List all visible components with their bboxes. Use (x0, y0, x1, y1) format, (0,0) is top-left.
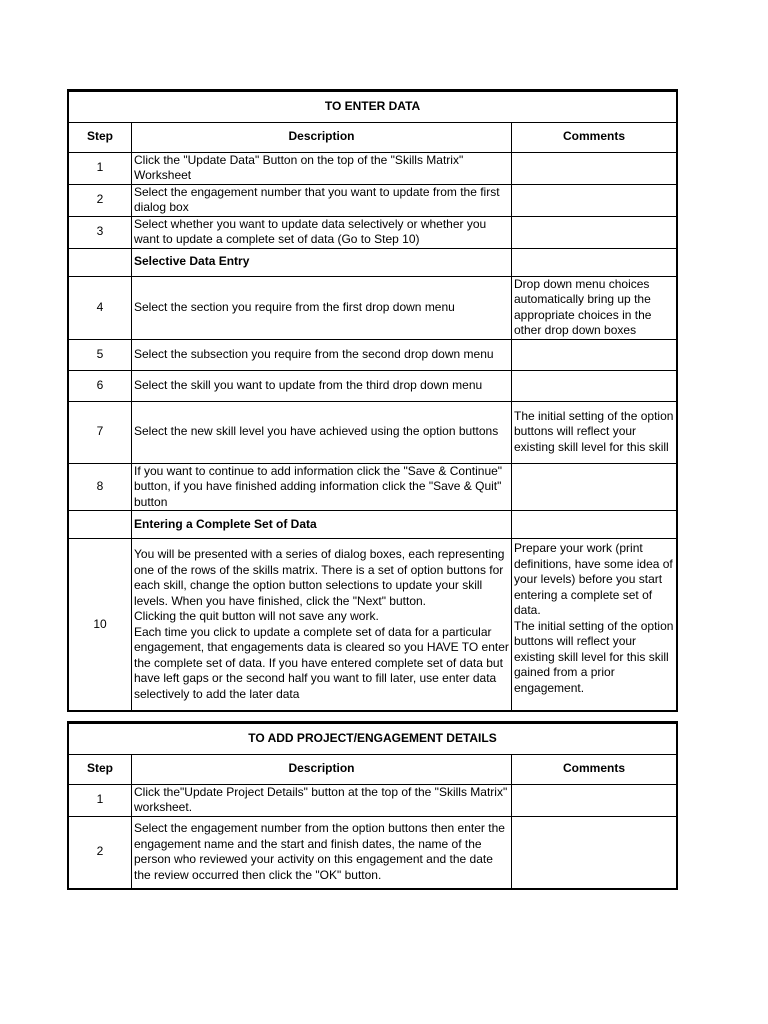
step-cell: 2 (69, 184, 132, 216)
step-cell: 2 (69, 816, 132, 888)
description-cell: If you want to continue to add information click the "Save & Continue" button, if you have finished adding information click the "Save & Quit" button (132, 463, 512, 511)
description-cell: Select the skill you want to update from the third drop down menu (132, 370, 512, 401)
column-header-comments: Comments (512, 122, 677, 152)
description-cell: Select the section you require from the first drop down menu (132, 276, 512, 339)
table-title: TO ENTER DATA (69, 91, 677, 122)
step-cell: 7 (69, 401, 132, 463)
comments-cell: The initial setting of the option buttons will reflect your existing skill level for this skill (512, 401, 677, 463)
table-row (69, 152, 677, 184)
table-row (69, 816, 677, 888)
step-cell: 4 (69, 276, 132, 339)
description-cell: Select the subsection you require from the second drop down menu (132, 339, 512, 370)
comments-cell: Prepare your work (print definitions, have some idea of your levels) before you start entering a complete set of data. The initial setting of the option buttons will reflect your existing skill level for this skill gained from a prior engagement. (512, 539, 677, 711)
enter-data-table (68, 90, 677, 711)
column-header-comments: Comments (512, 754, 677, 784)
description-cell: Select the engagement number from the option buttons then enter the engagement name and the start and finish dates, the name of the person who reviewed your activity on this engagement and the date the review occurred then click the "OK" button. (132, 816, 512, 888)
step-cell: 6 (69, 370, 132, 401)
comments-cell (512, 216, 677, 248)
description-cell: Click the "Update Data" Button on the top of the "Skills Matrix" Worksheet (132, 152, 512, 184)
section-heading: Selective Data Entry (132, 248, 512, 276)
comments-cell (512, 463, 677, 511)
table-row (69, 184, 677, 216)
comments-cell: Drop down menu choices automatically bring up the appropriate choices in the other drop down boxes (512, 276, 677, 339)
comments-cell (512, 370, 677, 401)
comments-cell (512, 152, 677, 184)
column-header-description: Description (132, 122, 512, 152)
comments-cell (512, 339, 677, 370)
description-cell: Click the"Update Project Details" button at the top of the "Skills Matrix" worksheet. (132, 784, 512, 816)
step-cell: 10 (69, 539, 132, 711)
description-cell: Select the engagement number that you want to update from the first dialog box (132, 184, 512, 216)
table-row (69, 370, 677, 401)
comments-cell (512, 784, 677, 816)
table-row (69, 401, 677, 463)
table-row (69, 539, 677, 711)
column-header-step: Step (69, 754, 132, 784)
project-details-table (68, 722, 677, 889)
table-row (69, 463, 677, 511)
step-cell: 1 (69, 152, 132, 184)
section-row (69, 248, 677, 276)
step-cell: 5 (69, 339, 132, 370)
section-heading: Entering a Complete Set of Data (132, 511, 512, 539)
table-row (69, 339, 677, 370)
description-cell: You will be presented with a series of dialog boxes, each representing one of the rows of the skills matrix. There is a set of option buttons for each skill, change the option button selections to update your skill levels. When you have finished, click the "Next" button. Clicking the quit button will not save any work. Each time you click to update a complete set of data for a particular engagement, that engagements data is cleared so you HAVE TO enter the complete set of data. If you have entered complete set of data but have left gaps or the second half you want to fill later, use enter data selectively to add the later data (132, 539, 512, 711)
table-row (69, 784, 677, 816)
comments-cell (512, 184, 677, 216)
table-title: TO ADD PROJECT/ENGAGEMENT DETAILS (69, 723, 677, 754)
description-cell: Select whether you want to update data selectively or whether you want to update a complete set of data (Go to Step 10) (132, 216, 512, 248)
step-cell: 8 (69, 463, 132, 511)
description-cell: Select the new skill level you have achieved using the option buttons (132, 401, 512, 463)
step-cell: 1 (69, 784, 132, 816)
column-header-step: Step (69, 122, 132, 152)
step-cell: 3 (69, 216, 132, 248)
table-row (69, 216, 677, 248)
table-row (69, 276, 677, 339)
section-row (69, 511, 677, 539)
column-header-description: Description (132, 754, 512, 784)
comments-cell (512, 816, 677, 888)
